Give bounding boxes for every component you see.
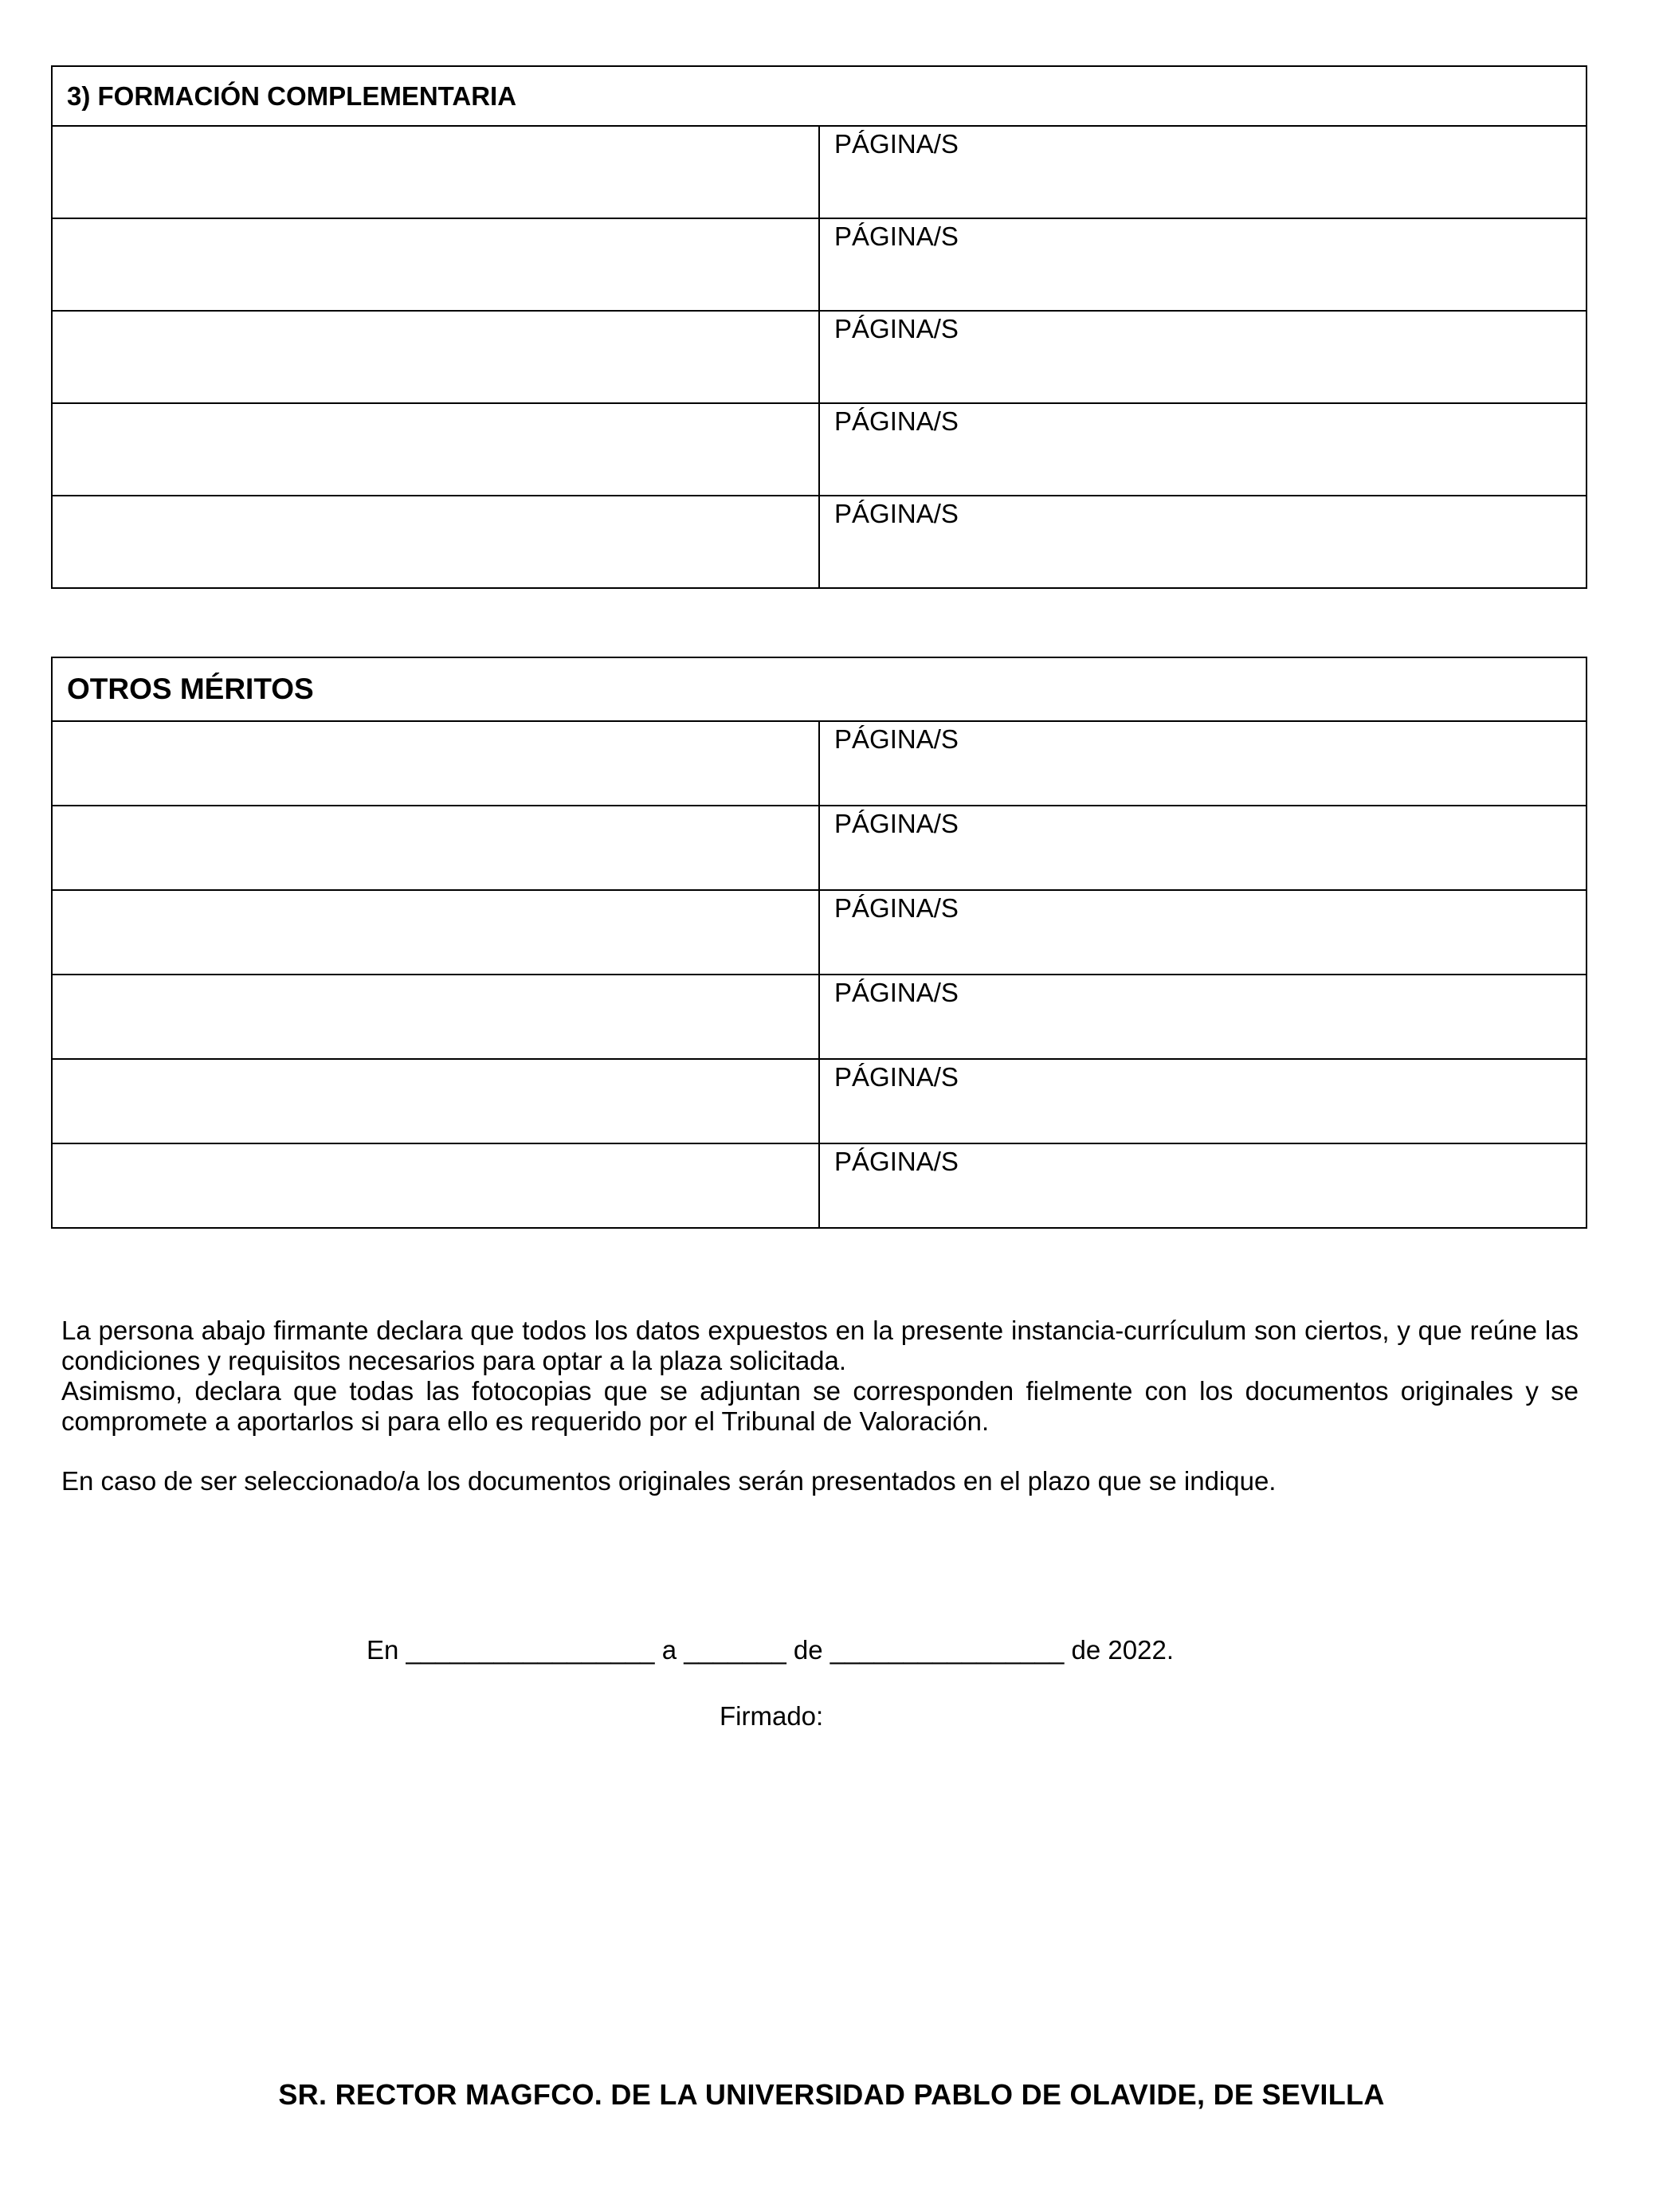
merito-entry-field[interactable] bbox=[52, 1143, 819, 1228]
page-number-field[interactable]: PÁGINA/S bbox=[819, 1059, 1587, 1143]
formacion-complementaria-table bbox=[51, 65, 1587, 589]
merito-entry-field[interactable] bbox=[52, 890, 819, 975]
table-row bbox=[52, 496, 1587, 588]
page-number-field[interactable]: PÁGINA/S bbox=[819, 1143, 1587, 1228]
page-number-field[interactable]: PÁGINA/S bbox=[819, 403, 1587, 496]
table-row bbox=[52, 311, 1587, 403]
page-number-field[interactable]: PÁGINA/S bbox=[819, 890, 1587, 975]
table-row bbox=[52, 1143, 1587, 1228]
table-row bbox=[52, 975, 1587, 1059]
date-place-line[interactable]: En _________________ a _______ de ________________ de 2022. bbox=[367, 1635, 1175, 1665]
formacion-entry-field[interactable] bbox=[52, 496, 819, 588]
otros-meritos-title: OTROS MÉRITOS bbox=[52, 657, 1587, 721]
otros-meritos-table bbox=[51, 657, 1587, 1229]
page-number-field[interactable]: PÁGINA/S bbox=[819, 218, 1587, 311]
table-row bbox=[52, 403, 1587, 496]
formacion-entry-field[interactable] bbox=[52, 403, 819, 496]
page-number-field[interactable]: PÁGINA/S bbox=[819, 126, 1587, 218]
merito-entry-field[interactable] bbox=[52, 975, 819, 1059]
page-number-field[interactable]: PÁGINA/S bbox=[819, 311, 1587, 403]
formacion-entry-field[interactable] bbox=[52, 218, 819, 311]
formacion-entry-field[interactable] bbox=[52, 311, 819, 403]
table-row bbox=[52, 1059, 1587, 1143]
page-number-field[interactable]: PÁGINA/S bbox=[819, 975, 1587, 1059]
addressee-footer: SR. RECTOR MAGFCO. DE LA UNIVERSIDAD PABLO DE OLAVIDE, DE SEVILLA bbox=[278, 2078, 1385, 2111]
page-number-field[interactable]: PÁGINA/S bbox=[819, 496, 1587, 588]
page-number-field[interactable]: PÁGINA/S bbox=[819, 721, 1587, 806]
table-row bbox=[52, 721, 1587, 806]
merito-entry-field[interactable] bbox=[52, 1059, 819, 1143]
signed-label: Firmado: bbox=[720, 1701, 824, 1731]
formacion-complementaria-title: 3) FORMACIÓN COMPLEMENTARIA bbox=[52, 66, 1587, 126]
merito-entry-field[interactable] bbox=[52, 721, 819, 806]
declaration-paragraph: En caso de ser seleccionado/a los documentos originales serán presentados en el plazo que se indique. bbox=[61, 1466, 1277, 1496]
table-row bbox=[52, 218, 1587, 311]
declaration-paragraph: Asimismo, declara que todas las fotocopias que se adjuntan se corresponden fielmente con los documentos originales y se compromete a aportarlos si para ello es requerido por el Tribunal de Valoración. bbox=[61, 1376, 1579, 1436]
table-row bbox=[52, 890, 1587, 975]
declaration-paragraph: La persona abajo firmante declara que todos los datos expuestos en la presente instancia-currículum son ciertos, y que reúne las condiciones y requisitos necesarios para optar a la plaza solicitada. bbox=[61, 1316, 1579, 1375]
formacion-entry-field[interactable] bbox=[52, 126, 819, 218]
merito-entry-field[interactable] bbox=[52, 806, 819, 890]
table-row bbox=[52, 806, 1587, 890]
page-number-field[interactable]: PÁGINA/S bbox=[819, 806, 1587, 890]
table-row bbox=[52, 126, 1587, 218]
